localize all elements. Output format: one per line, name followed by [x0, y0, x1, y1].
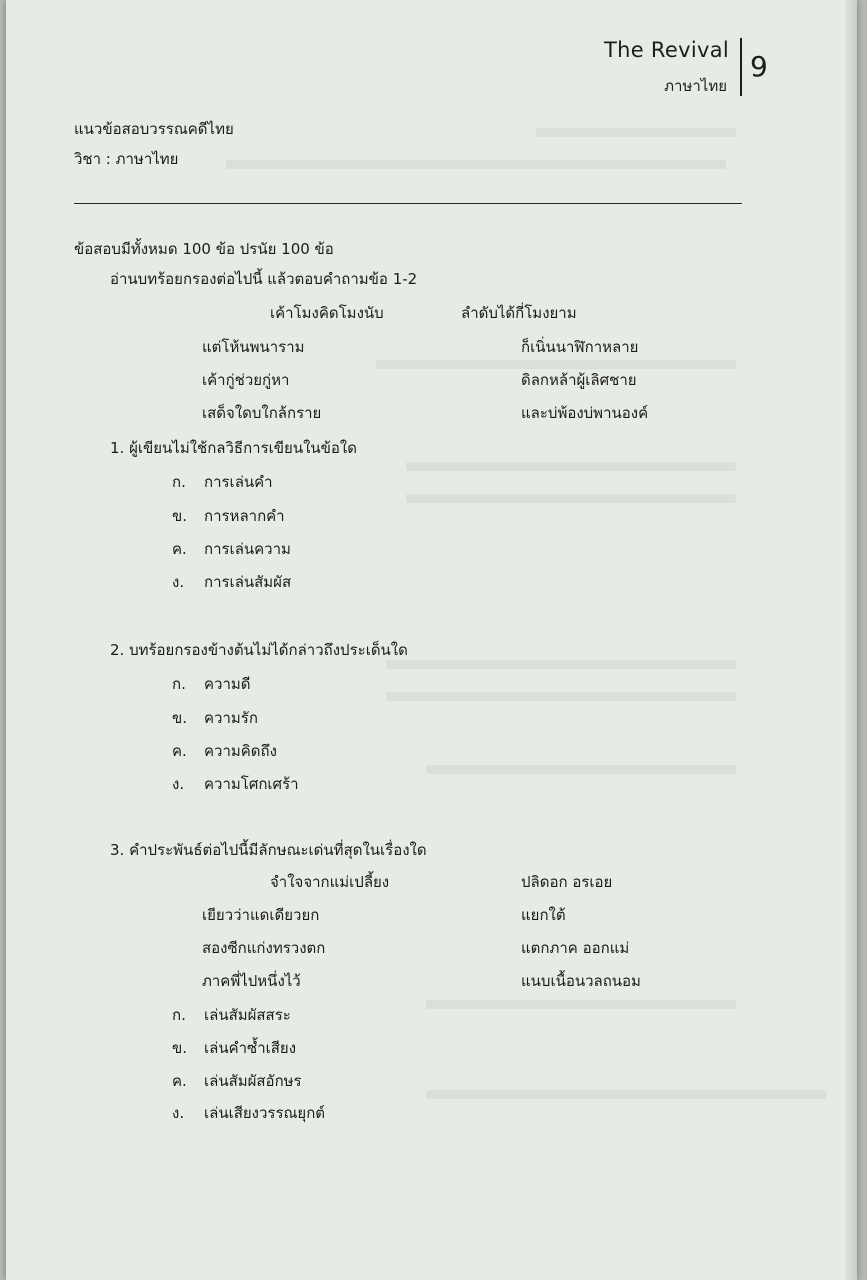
poem-line: เค้าโมงคิดโมงนับ [270, 304, 384, 322]
subject-line: วิชา : ภาษาไทย [74, 150, 179, 168]
doc-title: แนวข้อสอบวรรณคดีไทย [74, 120, 234, 138]
option-label: ง. [172, 1104, 185, 1122]
poem-line: สองซีกแก่งทรวงตก [202, 939, 326, 957]
show-through [376, 360, 736, 369]
poem-line: ก็เนิ่นนาฬิกาหลาย [521, 338, 639, 356]
question-text: 3. คำประพันธ์ต่อไปนี้มีลักษณะเด่นที่สุดในเรื่องใด [110, 841, 427, 859]
show-through [386, 660, 736, 669]
option-text: การเล่นสัมผัส [204, 573, 292, 591]
option-text: ความโศกเศร้า [204, 775, 299, 793]
question-text: 2. บทร้อยกรองข้างต้นไม่ได้กล่าวถึงประเด็นใด [110, 641, 408, 659]
instruction: อ่านบทร้อยกรองต่อไปนี้ แล้วตอบคำถามข้อ 1-2 [110, 270, 418, 288]
question-text: 1. ผู้เขียนไม่ใช้กลวิธีการเขียนในข้อใด [110, 439, 357, 457]
show-through [536, 128, 736, 137]
show-through [226, 160, 726, 169]
option-text: การเล่นความ [204, 540, 291, 558]
header-divider [740, 38, 742, 96]
poem-line: แต่โห้นพนาราม [202, 338, 305, 356]
document-page [6, 0, 857, 1280]
page-number: 9 [750, 50, 768, 83]
option-label: ข. [172, 1039, 188, 1057]
option-label: ข. [172, 709, 188, 727]
page-edge [845, 0, 857, 1280]
poem-line: ปลิดอก อรเอย [521, 873, 613, 891]
poem-line: และบ่พ้องบ่พานองค์ [521, 404, 649, 422]
show-through [426, 765, 736, 774]
poem-line: แยกใต้ [521, 906, 566, 924]
show-through [426, 1090, 826, 1099]
title-divider-line [74, 203, 742, 204]
option-text: เล่นเสียงวรรณยุกต์ [204, 1104, 326, 1122]
option-text: ความคิดถึง [204, 742, 277, 760]
option-label: ก. [172, 675, 186, 693]
option-label: ก. [172, 473, 186, 491]
show-through [406, 494, 736, 503]
option-label: ง. [172, 775, 185, 793]
section-subtitle: ภาษาไทย [664, 77, 727, 95]
option-text: การหลากคำ [204, 507, 285, 525]
option-label: ค. [172, 742, 187, 760]
option-text: ความรัก [204, 709, 258, 727]
option-label: ค. [172, 1072, 187, 1090]
exam-info: ข้อสอบมีทั้งหมด 100 ข้อ ปรนัย 100 ข้อ [74, 240, 334, 258]
book-title: The Revival [604, 38, 729, 62]
poem-line: เค้ากู่ช่วยกู่หา [202, 371, 290, 389]
option-text: ความดี [204, 675, 251, 693]
show-through [386, 692, 736, 701]
poem-line: เสด็จใดบใกล้กราย [202, 404, 322, 422]
poem-line: ลำดับได้กี่โมงยาม [461, 304, 577, 322]
option-label: ก. [172, 1006, 186, 1024]
option-label: ข. [172, 507, 188, 525]
show-through [426, 1000, 736, 1009]
option-text: เล่นสัมผัสอักษร [204, 1072, 302, 1090]
option-label: ง. [172, 573, 185, 591]
option-label: ค. [172, 540, 187, 558]
show-through [406, 462, 736, 471]
option-text: การเล่นคำ [204, 473, 273, 491]
poem-line: จำใจจากแม่เปลี้ยง [270, 873, 390, 891]
poem-line: เยียวว่าแดเดียวยก [202, 906, 320, 924]
poem-line: แตกภาค ออกแม่ [521, 939, 630, 957]
poem-line: ภาคพี่ไปหนึ่งไว้ [202, 972, 301, 990]
poem-line: ดิลกหล้าผู้เลิศชาย [521, 371, 637, 389]
option-text: เล่นสัมผัสสระ [204, 1006, 291, 1024]
poem-line: แนบเนื้อนวลถนอม [521, 972, 641, 990]
option-text: เล่นคำซ้ำเสียง [204, 1039, 297, 1057]
